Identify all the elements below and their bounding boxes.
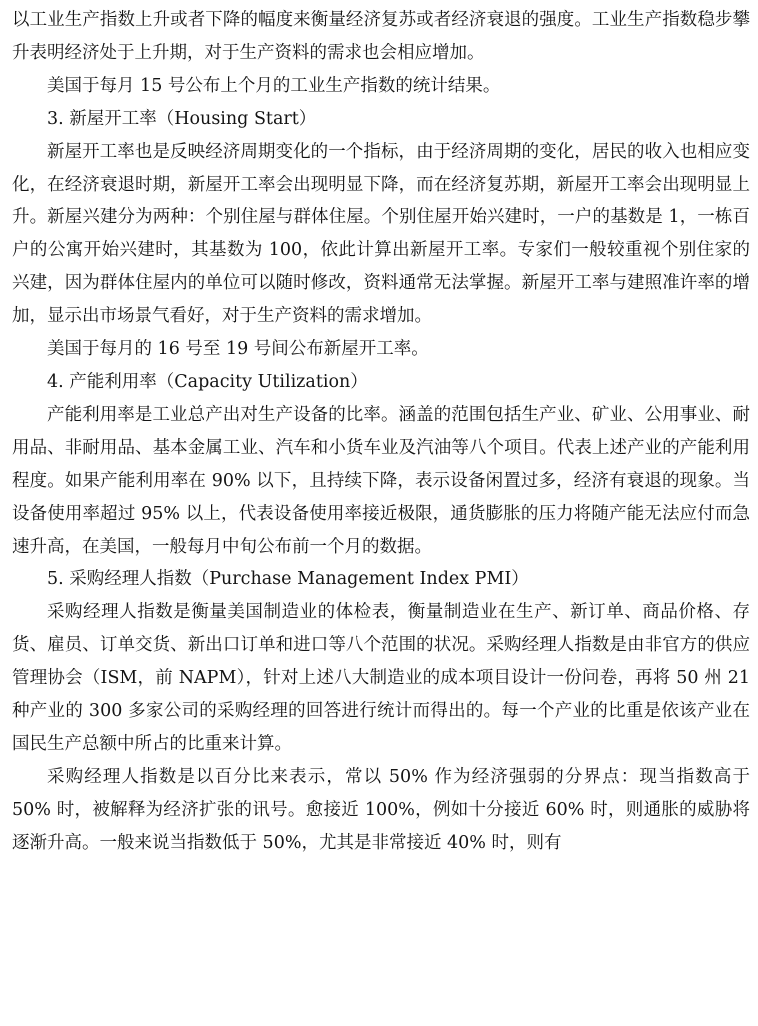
paragraph-housing-start-release: 美国于每月的 16 号至 19 号间公布新屋开工率。: [47, 339, 429, 360]
paragraph-industrial-index-release: 美国于每月 15 号公布上个月的工业生产指数的统计结果。: [47, 75, 501, 96]
paragraph-pmi-interpretation: 采购经理人指数是以百分比来表示，常以 50% 作为经济强弱的分界点：现当指数高于 50% 时，被解释为经济扩张的讯号。愈接近 100%，例如十分接近 60% 时，则通胀的威胁将逐渐升高。一般来说当指数低于 50%，尤其是非常接近 40% 时，则有: [12, 766, 750, 853]
paragraph-capacity-utilization-body: 产能利用率是工业总产出对生产设备的比率。涵盖的范围包括生产业、矿业、公用事业、耐用品、非耐用品、基本金属工业、汽车和小货车业及汽油等八个项目。代表上述产业的产能利用程度。如果产能利用率在 90% 以下，且持续下降，表示设备闲置过多，经济有衰退的现象。当设备使用率超过 95% 以上，代表设备使用率接近极限，通货膨胀的压力将随产能无法应付而急速升高，在美国，一般每月中旬公布前一个月的数据。: [12, 404, 750, 557]
paragraph-pmi-definition: 采购经理人指数是衡量美国制造业的体检表，衡量制造业在生产、新订单、商品价格、存货、雇员、订单交货、新出口订单和进口等八个范围的状况。采购经理人指数是由非官方的供应管理协会（ISM，前 NAPM），针对上述八大制造业的成本项目设计一份问卷，再将 50 州 21 种产业的 300 多家公司的采购经理的回答进行统计而得出的。每一个产业的比重是依该产业在国民生产总额中所占的比重来计算。: [12, 602, 750, 754]
section-heading-capacity-utilization: 4. 产能利用率（Capacity Utilization）: [47, 371, 368, 392]
section-heading-housing-start: 3. 新屋开工率（Housing Start）: [47, 108, 317, 129]
section-heading-pmi: 5. 采购经理人指数（Purchase Management Index PMI）: [47, 569, 529, 590]
paragraph-housing-start-body: 新屋开工率也是反映经济周期变化的一个指标，由于经济周期的变化，居民的收入也相应变化，在经济衰退时期，新屋开工率会出现明显下降，而在经济复苏期，新屋开工率会出现明显上升。新屋兴建分为两种：个别住屋与群体住屋。个别住屋开始兴建时，一户的基数是 1，一栋百户的公寓开始兴建时，其基数为 100，依此计算出新屋开工率。专家们一般较重视个别住家的兴建，因为群体住屋内的单位可以随时修改，资料通常无法掌握。新屋开工率与建照准许率的增加，显示出市场景气看好，对于生产资料的需求增加。: [12, 141, 750, 327]
paragraph-industrial-index-intro: 以工业生产指数上升或者下降的幅度来衡量经济复苏或者经济衰退的强度。工业生产指数稳步攀升表明经济处于上升期，对于生产资料的需求也会相应增加。: [12, 10, 750, 63]
